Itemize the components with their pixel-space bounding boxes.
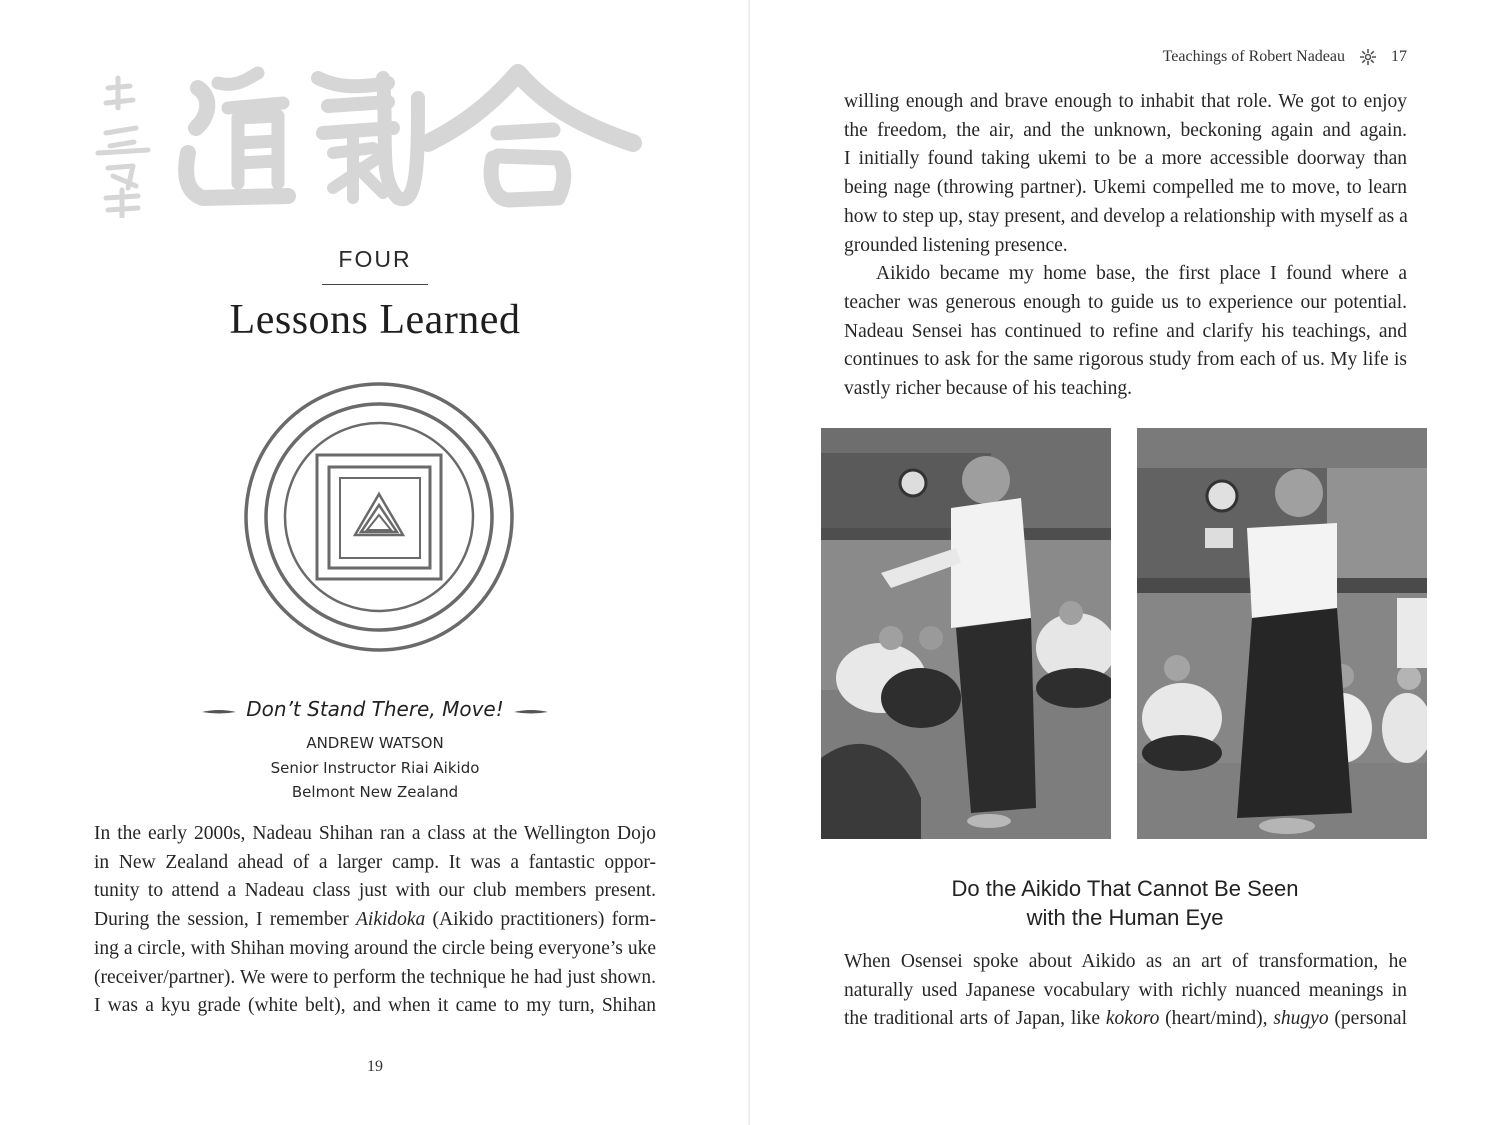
text-line: willing enough and brave enough to inhabit that role. We got to enjoy xyxy=(844,91,1407,112)
text-segment: the traditional arts of Japan, like xyxy=(844,1008,1106,1030)
photo-instructor-gesturing xyxy=(821,428,1111,839)
text-line: I was a kyu grade (white belt), and when it came to my turn, Shihan xyxy=(94,995,656,1017)
right-page xyxy=(750,0,1500,1125)
page-number-left: 19 xyxy=(367,1058,383,1075)
text-line: in New Zealand ahead of a larger camp. It was a fantastic oppor- xyxy=(94,851,656,873)
text-line xyxy=(94,906,656,935)
text-line: Nadeau Sensei has continued to refine and clarify his teachings, and xyxy=(844,320,1407,342)
text-line: (receiver/partner). We were to perform the technique he had just shown. xyxy=(94,966,656,988)
text-line xyxy=(844,1005,1407,1034)
calligraphy-banner xyxy=(88,58,678,218)
text-line: continues to ask for the same rigorous study from each of us. My life is xyxy=(844,349,1407,371)
author-name: ANDREW WATSON xyxy=(306,734,444,752)
text-line: how to step up, stay present, and develop a relationship with myself as a xyxy=(844,205,1408,227)
chapter-title: Lessons Learned xyxy=(229,297,521,343)
flower-ornament-icon xyxy=(1359,48,1377,66)
text-line: being nage (throwing partner). Ukemi compelled me to move, to learn xyxy=(844,177,1407,199)
text-line: naturally used Japanese vocabulary with richly nuanced meanings in xyxy=(844,979,1407,1001)
text-segment: (Aikido practitioners) form- xyxy=(425,909,657,931)
text-line: Aikido became my home base, the first place I found where a xyxy=(876,263,1407,285)
section-title: Don’t Stand There, Move! xyxy=(246,697,504,721)
author-location: Belmont New Zealand xyxy=(291,783,459,801)
text-line: ing a circle, with Shihan moving around the circle being everyone’s uke xyxy=(94,937,656,959)
italic-term: kokoro xyxy=(1105,1008,1160,1030)
page-number-right: 17 xyxy=(1391,48,1407,65)
italic-term: Aikidoka xyxy=(355,909,426,931)
right-body-text-top xyxy=(844,88,1407,404)
text-line: grounded listening presence. xyxy=(844,234,1068,256)
text-line: In the early 2000s, Nadeau Shihan ran a class at the Wellington Dojo xyxy=(94,823,656,844)
swash-left-icon xyxy=(202,709,236,715)
running-head xyxy=(1163,48,1407,66)
text-line: I initially found taking ukemi to be a more accessible doorway than xyxy=(844,148,1407,170)
author-role: Senior Instructor Riai Aikido xyxy=(270,759,480,777)
text-segment: (heart/mind), xyxy=(1159,1008,1274,1030)
text-segment: During the session, I remember xyxy=(94,909,356,931)
text-segment: (personal xyxy=(1328,1008,1407,1030)
text-line: When Osensei spoke about Aikido as an art of transformation, he xyxy=(844,951,1407,972)
text-line: vastly richer because of his teaching. xyxy=(844,378,1133,400)
subheading-line-1: Do the Aikido That Cannot Be Seen xyxy=(951,876,1299,901)
chapter-number: FOUR xyxy=(338,246,412,272)
chapter-emblem-icon xyxy=(243,381,515,653)
text-line: tunity to attend a Nadeau class just with our club members present. xyxy=(94,880,656,902)
swash-right-icon xyxy=(514,709,548,715)
italic-term: shugyo xyxy=(1273,1008,1329,1030)
section-subheading xyxy=(750,874,1500,932)
photo-instructor-standing xyxy=(1137,428,1427,839)
left-body-text xyxy=(94,820,656,1021)
text-line: teacher was generous enough to guide us to experience our potential. xyxy=(844,291,1407,313)
text-line: the freedom, the air, and the unknown, beckoning again and again. xyxy=(844,119,1407,141)
right-body-text-bottom xyxy=(844,948,1407,1034)
chapter-divider xyxy=(322,284,428,285)
section-heading xyxy=(0,697,750,721)
running-head-title: Teachings of Robert Nadeau xyxy=(1162,48,1345,65)
calligraphy-image xyxy=(88,58,678,218)
subheading-line-2: with the Human Eye xyxy=(1026,905,1224,930)
